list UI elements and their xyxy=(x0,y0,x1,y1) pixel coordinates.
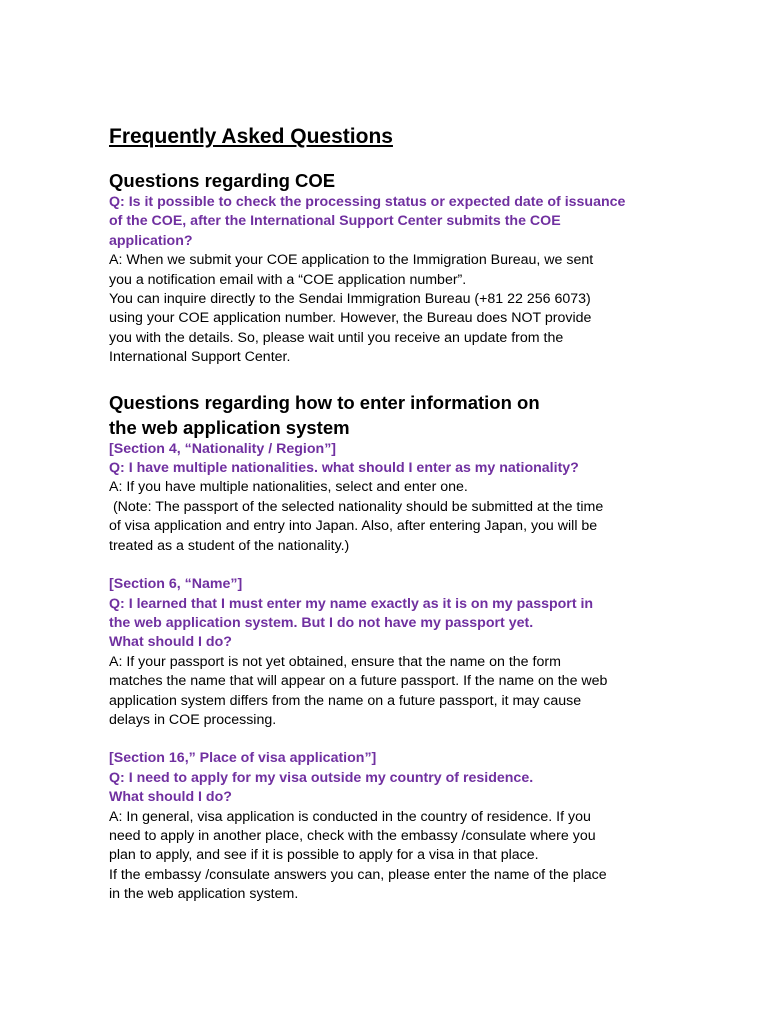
heading-line: Questions regarding how to enter information on xyxy=(109,391,540,413)
answer-line: treated as a student of the nationality.) xyxy=(109,537,350,554)
question-line: What should I do? xyxy=(109,789,232,806)
answer-line: of visa application and entry into Japan. Also, after entering Japan, you will be xyxy=(109,518,598,535)
question-line: of the COE, after the International Support Center submits the COE xyxy=(109,213,561,230)
answer-line: (Note: The passport of the selected nationality should be submitted at the time xyxy=(109,498,604,515)
document-page xyxy=(109,124,669,905)
answer-line: If the embassy /consulate answers you can, please enter the name of the place xyxy=(109,866,607,883)
heading-line: the web application system xyxy=(109,416,350,438)
question-line: Q: I learned that I must enter my name exactly as it is on my passport in xyxy=(109,595,594,612)
answer-line: A: When we submit your COE application to the Immigration Bureau, we sent xyxy=(109,252,594,269)
answer-line: A: If you have multiple nationalities, select and enter one. xyxy=(109,479,468,496)
page-title: Frequently Asked Questions xyxy=(109,125,393,148)
section-heading-coe: Questions regarding COE xyxy=(109,170,336,191)
question-line: What should I do? xyxy=(109,634,232,651)
question-line: [Section 4, “Nationality / Region”] xyxy=(109,440,337,457)
faq-item-visa-place xyxy=(109,749,669,904)
answer-line: A: If your passport is not yet obtained, ensure that the name on the form xyxy=(109,653,561,670)
faq-item-coe-status xyxy=(109,193,669,368)
question-line: the web application system. But I do not have my passport yet. xyxy=(109,614,534,631)
answer-line: delays in COE processing. xyxy=(109,711,277,728)
answer-line: you with the details. So, please wait until you receive an update from the xyxy=(109,329,564,346)
answer-line: International Support Center. xyxy=(109,349,291,366)
answer-line: application system differs from the name on a future passport, it may cause xyxy=(109,692,582,709)
question-line: Q: I need to apply for my visa outside my country of residence. xyxy=(109,769,534,786)
answer-line: you a notification email with a “COE application number”. xyxy=(109,271,467,288)
answer-line: matches the name that will appear on a future passport. If the name on the web xyxy=(109,673,608,690)
question-line: [Section 16,” Place of visa application”] xyxy=(109,750,377,767)
answer-line: in the web application system. xyxy=(109,886,299,903)
answer-line: You can inquire directly to the Sendai Immigration Bureau (+81 22 256 6073) xyxy=(109,291,591,308)
answer-line: using your COE application number. However, the Bureau does NOT provide xyxy=(109,310,592,327)
answer-line: A: In general, visa application is conducted in the country of residence. If you xyxy=(109,808,591,825)
answer-line: need to apply in another place, check with the embassy /consulate where you xyxy=(109,827,596,844)
faq-item-name xyxy=(109,575,669,730)
question-line: application? xyxy=(109,232,193,249)
section-heading-web-application xyxy=(109,390,669,440)
answer-line: plan to apply, and see if it is possible to apply for a visa in that place. xyxy=(109,847,539,864)
question-line: Q: Is it possible to check the processing status or expected date of issuance xyxy=(109,194,626,210)
question-line: Q: I have multiple nationalities. what should I enter as my nationality? xyxy=(109,460,579,477)
faq-item-nationality xyxy=(109,440,669,556)
question-line: [Section 6, “Name”] xyxy=(109,576,243,593)
